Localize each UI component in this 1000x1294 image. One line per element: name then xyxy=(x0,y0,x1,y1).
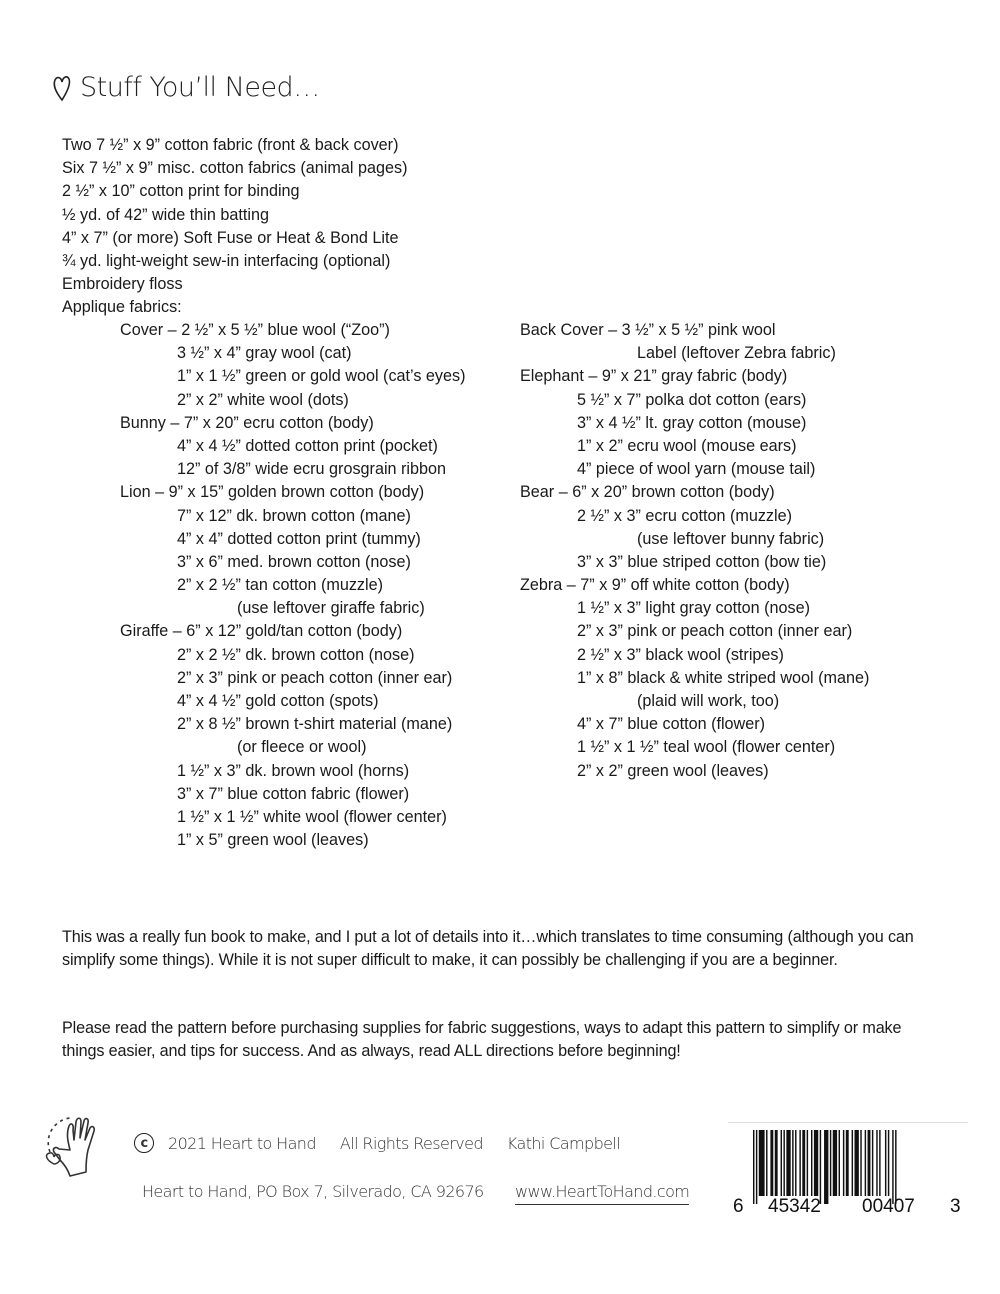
applique-item xyxy=(120,435,466,458)
barcode-bar xyxy=(775,1130,778,1196)
applique-item-text: 1 ½” x 1 ½” teal wool (flower center) xyxy=(577,738,836,757)
barcode-bar xyxy=(792,1130,793,1196)
applique-item-text: 6” x 12” gold/tan cotton (body) xyxy=(186,622,403,641)
applique-item-text: 1 ½” x 3” dk. brown wool (horns) xyxy=(177,761,410,780)
applique-item xyxy=(120,760,466,783)
applique-item-text: 7” x 20” ecru cotton (body) xyxy=(183,413,374,432)
barcode-digit-group: 00407 xyxy=(862,1196,915,1217)
applique-item xyxy=(120,644,466,667)
barcode-bar xyxy=(876,1130,877,1196)
applique-item-text: 4” x 4 ½” gold cotton (spots) xyxy=(177,692,379,710)
applique-item-text: (or fleece or wool) xyxy=(237,738,367,757)
applique-item-text: 7” x 12” dk. brown cotton (mane) xyxy=(177,506,411,525)
barcode-bar xyxy=(852,1130,853,1196)
applique-item xyxy=(520,551,869,574)
applique-item-text: 3” x 6” med. brown cotton (nose) xyxy=(177,552,411,571)
barcode-bar xyxy=(843,1130,844,1196)
applique-item-text: 2” x 3” pink or peach cotton (inner ear) xyxy=(577,622,853,641)
applique-item-text: 3 ½” x 5 ½” pink wool xyxy=(621,321,776,339)
applique-group-item xyxy=(520,365,869,388)
barcode-bar xyxy=(855,1130,859,1196)
barcode-bar xyxy=(766,1130,767,1196)
barcode-digit-group: 6 xyxy=(733,1196,744,1217)
applique-item-text: 3” x 4 ½” lt. gray cotton (mouse) xyxy=(577,413,807,432)
applique-group-label: Elephant – xyxy=(520,367,602,386)
barcode-bar xyxy=(830,1130,831,1196)
author-name: Kathi Campbell xyxy=(506,1133,621,1153)
applique-group-item xyxy=(120,481,466,504)
barcode-bar xyxy=(811,1130,812,1196)
barcode-bar xyxy=(814,1130,818,1196)
general-supplies-list xyxy=(62,134,407,320)
copyright-icon: c xyxy=(134,1133,154,1153)
applique-item-text: (use leftover giraffe fabric) xyxy=(237,599,425,618)
barcode-bar xyxy=(820,1130,821,1204)
applique-item-text: 4” piece of wool yarn (mouse tail) xyxy=(577,460,816,479)
barcode-bar xyxy=(783,1130,784,1196)
applique-item-text: 1 ½” x 3” light gray cotton (nose) xyxy=(577,599,811,618)
supply-item: Embroidery floss xyxy=(62,275,183,294)
applique-group-label: Bunny – xyxy=(120,413,184,432)
page-title: Stuff You’ll Need… xyxy=(80,72,320,103)
applique-group-label: Cover – xyxy=(120,321,182,339)
applique-group-label: Lion – xyxy=(120,483,169,502)
applique-item xyxy=(120,342,466,365)
applique-item xyxy=(520,760,869,783)
address-text: Heart to Hand, PO Box 7, Silverado, CA 92676 xyxy=(142,1182,484,1201)
applique-item-text: 1” x 1 ½” green or gold wool (cat’s eyes) xyxy=(177,367,466,386)
applique-item xyxy=(120,829,466,852)
applique-item xyxy=(120,528,466,551)
barcode-bar xyxy=(888,1130,889,1196)
applique-item xyxy=(520,620,869,643)
applique-item xyxy=(520,505,869,528)
supply-item: ½ yd. of 42” wide thin batting xyxy=(62,205,269,224)
applique-item-text: 1” x 8” black & white striped wool (mane) xyxy=(577,668,870,687)
applique-item-text: 2” x 2” green wool (leaves) xyxy=(577,761,769,780)
applique-item-text: 2” x 8 ½” brown t-shirt material (mane) xyxy=(177,715,453,734)
barcode xyxy=(720,1120,970,1220)
heart-icon xyxy=(52,73,72,103)
applique-group-item xyxy=(120,319,466,342)
supply-item: Six 7 ½” x 9” misc. cotton fabrics (animal pages) xyxy=(62,159,408,178)
barcode-digit-group: 45342 xyxy=(768,1196,821,1217)
website-link[interactable]: www.HeartToHand.com xyxy=(515,1182,689,1205)
barcode-digit-group: 3 xyxy=(950,1196,961,1217)
applique-item-text: 1 ½” x 1 ½” white wool (flower center) xyxy=(177,807,447,826)
copyright-text: 2021 Heart to Hand xyxy=(168,1133,316,1153)
applique-group-item xyxy=(520,481,869,504)
applique-item xyxy=(120,806,466,829)
applique-item xyxy=(520,644,869,667)
barcode-bar xyxy=(795,1130,796,1196)
rights-text: All Rights Reserved xyxy=(339,1133,483,1153)
applique-item-text: 2” x 2 ½” tan cotton (muzzle) xyxy=(177,576,384,595)
applique-item-text: 1” x 5” green wool (leaves) xyxy=(177,831,369,850)
barcode-bar xyxy=(753,1130,754,1204)
applique-item-text: Label (leftover Zebra fabric) xyxy=(637,344,836,363)
barcode-bar xyxy=(846,1130,849,1196)
barcode-bar xyxy=(892,1130,893,1204)
applique-item xyxy=(120,365,466,388)
barcode-bar xyxy=(895,1130,896,1204)
applique-item-text: 4” x 4” dotted cotton print (tummy) xyxy=(177,529,421,548)
barcode-bar xyxy=(759,1130,765,1196)
applique-group-item xyxy=(120,412,466,435)
applique-group-item xyxy=(120,620,466,643)
applique-item xyxy=(520,412,869,435)
barcode-bar xyxy=(802,1130,805,1196)
applique-list-left xyxy=(120,319,466,852)
applique-item xyxy=(520,435,869,458)
intro-paragraph: This was a really fun book to make, and I put a lot of details into it…which translates to time consuming (although you can simplify some things). While it is not super difficult to make, it can possibly be challenging if you are a beginner. xyxy=(62,928,914,970)
applique-item-text: 5 ½” x 7” polka dot cotton (ears) xyxy=(577,390,807,409)
barcode-bar xyxy=(833,1130,837,1196)
applique-item-text: 2” x 2 ½” dk. brown cotton (nose) xyxy=(177,645,415,664)
barcode-divider xyxy=(728,1122,968,1123)
applique-item xyxy=(120,736,466,759)
supply-item: Two 7 ½” x 9” cotton fabric (front & back cover) xyxy=(62,136,399,154)
applique-item xyxy=(520,667,869,690)
applique-item xyxy=(520,713,869,736)
barcode-bar xyxy=(868,1130,871,1196)
copyright-line xyxy=(134,1133,620,1153)
page-heading xyxy=(52,72,320,103)
applique-group-label: Giraffe – xyxy=(120,622,187,641)
applique-item xyxy=(120,458,466,481)
applique-item-text: 2 ½” x 3” black wool (stripes) xyxy=(577,645,784,664)
supply-item: 2 ½” x 10” cotton print for binding xyxy=(62,182,300,201)
applique-item xyxy=(120,667,466,690)
barcode-bar xyxy=(781,1130,782,1196)
barcode-bar xyxy=(885,1130,886,1196)
applique-list-right xyxy=(520,319,869,783)
applique-item xyxy=(120,551,466,574)
applique-item-text: 3” x 7” blue cotton fabric (flower) xyxy=(177,784,410,803)
barcode-bar xyxy=(872,1130,873,1196)
supply-item: 4” x 7” (or more) Soft Fuse or Heat & Bond Lite xyxy=(62,228,399,247)
supply-item: Applique fabrics: xyxy=(62,298,182,317)
applique-item-text: 3” x 3” blue striped cotton (bow tie) xyxy=(577,552,827,571)
advice-paragraph: Please read the pattern before purchasing supplies for fabric suggestions, ways to adapt this pattern to simplify or make things easier, and tips for success. And as always, read ALL directions before beginning! xyxy=(62,1019,902,1061)
applique-item xyxy=(520,528,869,551)
applique-item-text: (plaid will work, too) xyxy=(637,692,780,710)
applique-item-text: 4” x 7” blue cotton (flower) xyxy=(577,715,766,734)
applique-item xyxy=(520,736,869,759)
barcode-bar xyxy=(860,1130,861,1196)
applique-item-text: 9” x 21” gray fabric (body) xyxy=(601,367,788,386)
applique-item xyxy=(520,389,869,412)
barcode-bar xyxy=(865,1130,866,1196)
applique-item-text: 9” x 15” golden brown cotton (body) xyxy=(168,483,425,502)
hand-heart-icon xyxy=(42,1114,122,1184)
barcode-bar xyxy=(786,1130,790,1196)
applique-item-text: 2 ½” x 3” ecru cotton (muzzle) xyxy=(577,506,793,525)
applique-item xyxy=(520,342,869,365)
applique-group-label: Zebra – xyxy=(520,576,581,595)
barcode-bar xyxy=(879,1130,880,1196)
applique-item xyxy=(120,690,466,713)
applique-item xyxy=(120,505,466,528)
applique-item xyxy=(520,458,869,481)
supply-item: ¾ yd. light-weight sew-in interfacing (optional) xyxy=(62,251,391,270)
applique-item-text: (use leftover bunny fabric) xyxy=(637,529,825,548)
applique-item xyxy=(120,713,466,736)
applique-item-text: 4” x 4 ½” dotted cotton print (pocket) xyxy=(177,436,438,455)
applique-item-text: 2” x 2” white wool (dots) xyxy=(177,390,349,409)
applique-item xyxy=(120,783,466,806)
barcode-bar xyxy=(799,1130,800,1196)
applique-group-label: Bear – xyxy=(520,483,573,502)
applique-item-text: 3 ½” x 4” gray wool (cat) xyxy=(177,344,352,363)
applique-item-text: 2” x 3” pink or peach cotton (inner ear) xyxy=(177,668,453,687)
applique-item xyxy=(120,574,466,597)
barcode-bar xyxy=(756,1130,757,1204)
applique-item-text: 6” x 20” brown cotton (body) xyxy=(572,483,775,502)
applique-item-text: 12” of 3/8” wide ecru grosgrain ribbon xyxy=(177,460,447,479)
applique-group-label: Back Cover – xyxy=(520,321,622,339)
applique-item-text: 7” x 9” off white cotton (body) xyxy=(580,576,790,595)
barcode-bar xyxy=(824,1130,828,1204)
applique-item xyxy=(520,690,869,713)
applique-group-item xyxy=(520,574,869,597)
applique-item-text: 2 ½” x 5 ½” blue wool (“Zoo”) xyxy=(181,321,390,339)
barcode-bar xyxy=(839,1130,840,1196)
applique-item xyxy=(120,597,466,620)
applique-group-item xyxy=(520,319,869,342)
applique-item-text: 1” x 2” ecru wool (mouse ears) xyxy=(577,436,797,455)
barcode-bar xyxy=(770,1130,773,1196)
applique-item xyxy=(520,597,869,620)
applique-item xyxy=(120,389,466,412)
barcode-bar xyxy=(807,1130,808,1196)
